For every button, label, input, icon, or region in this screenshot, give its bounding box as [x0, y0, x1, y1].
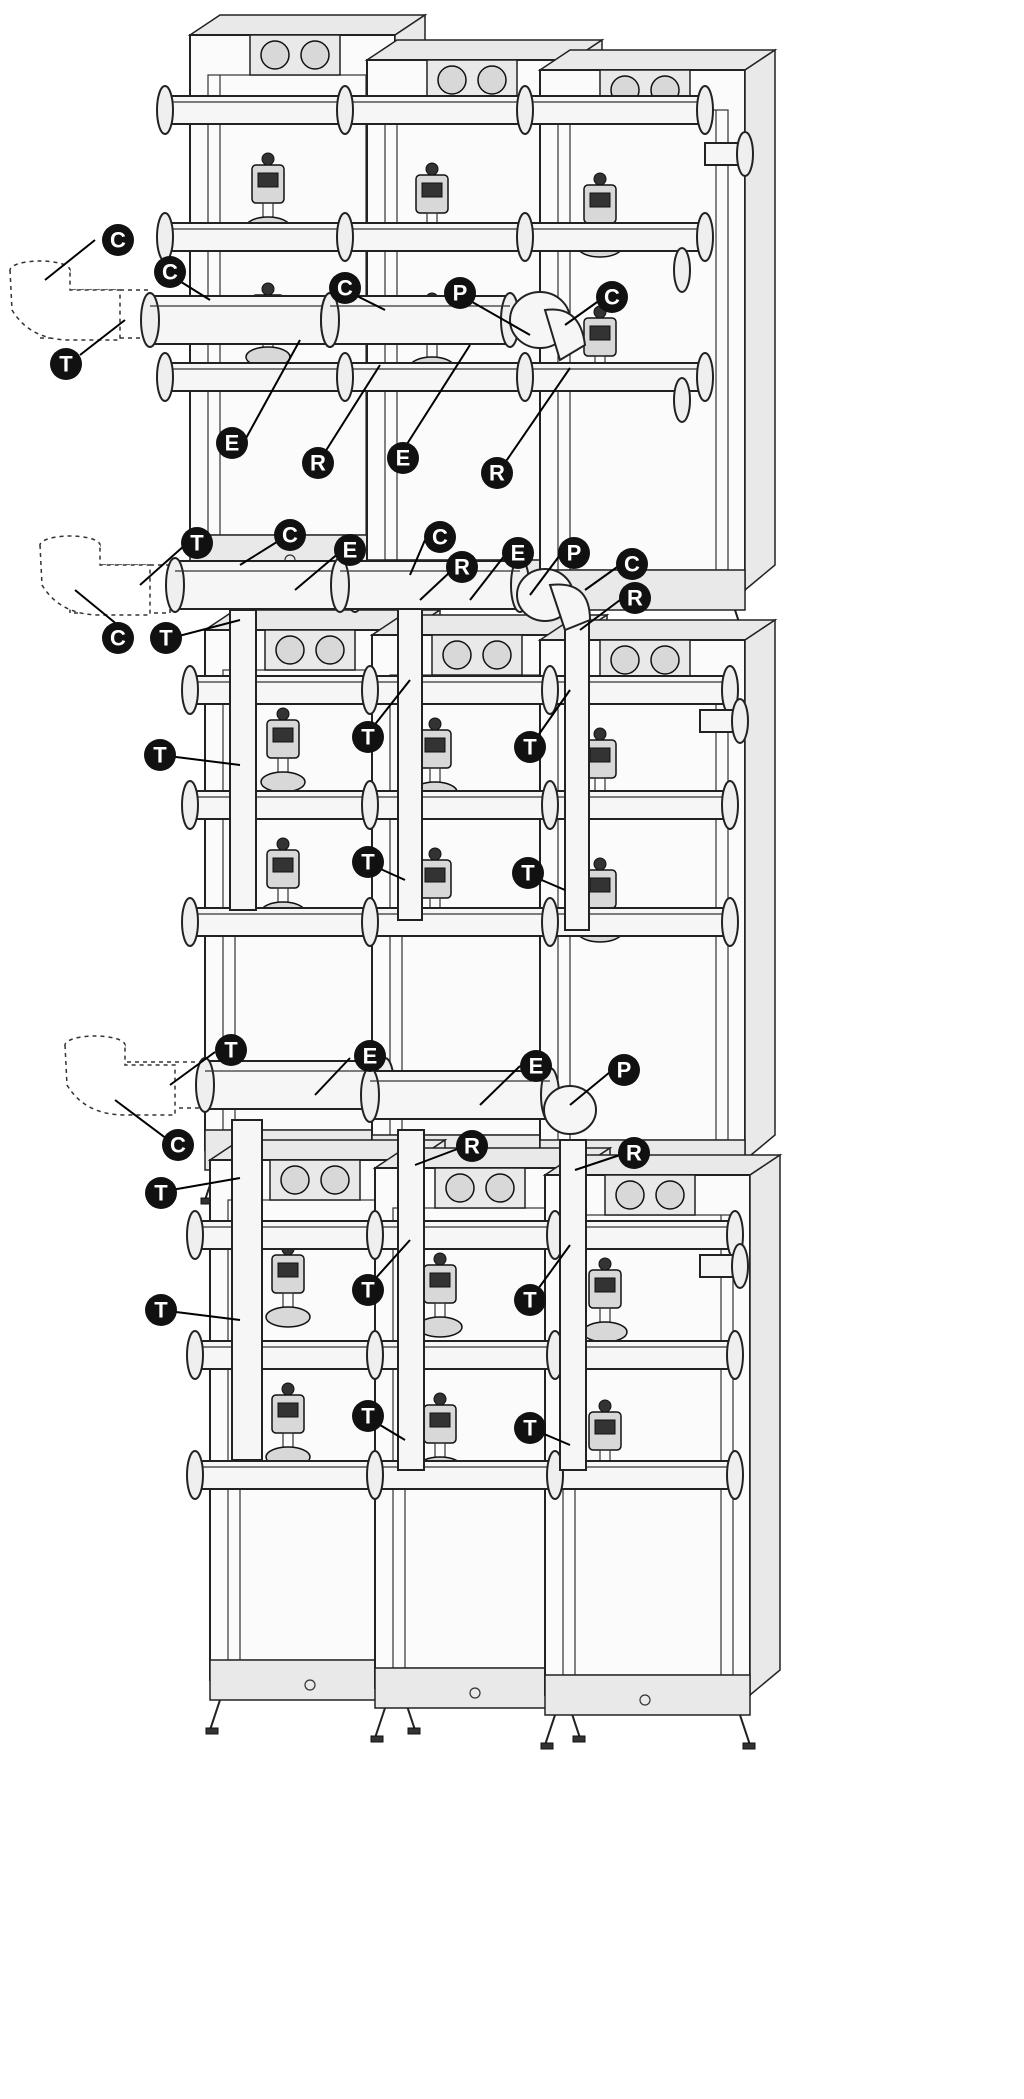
callout-e [520, 1050, 552, 1082]
svg-text:E: E [224, 430, 240, 456]
callout-t [352, 1274, 384, 1306]
callout-e [216, 427, 248, 459]
svg-text:R: R [627, 585, 643, 611]
svg-text:T: T [523, 734, 537, 760]
callout-r [446, 551, 478, 583]
callout-c [162, 1129, 194, 1161]
callout-t [352, 721, 384, 753]
callout-t [215, 1034, 247, 1066]
svg-text:T: T [361, 1277, 375, 1303]
callout-r [618, 1137, 650, 1169]
svg-text:C: C [162, 259, 178, 285]
callout-t [150, 622, 182, 654]
svg-text:C: C [624, 551, 640, 577]
svg-text:T: T [361, 849, 375, 875]
callout-r [481, 457, 513, 489]
svg-text:C: C [432, 524, 448, 550]
svg-text:R: R [454, 554, 470, 580]
callout-e [334, 534, 366, 566]
callout-c [424, 521, 456, 553]
callout-r [619, 582, 651, 614]
svg-text:T: T [59, 351, 73, 377]
callout-e [502, 537, 534, 569]
svg-text:C: C [110, 227, 126, 253]
callout-r [456, 1130, 488, 1162]
svg-text:C: C [282, 522, 298, 548]
callout-c [329, 272, 361, 304]
callout-t [512, 857, 544, 889]
svg-text:R: R [310, 450, 326, 476]
callout-t [50, 348, 82, 380]
svg-text:E: E [342, 537, 358, 563]
callout-e [354, 1040, 386, 1072]
svg-text:R: R [626, 1140, 642, 1166]
svg-text:P: P [452, 280, 468, 306]
callout-c [616, 548, 648, 580]
svg-text:T: T [190, 530, 204, 556]
callout-t [144, 739, 176, 771]
callout-t [181, 527, 213, 559]
callout-t [514, 1412, 546, 1444]
svg-text:R: R [464, 1133, 480, 1159]
svg-text:R: R [489, 460, 505, 486]
svg-text:E: E [395, 445, 411, 471]
svg-text:T: T [159, 625, 173, 651]
callout-t [352, 1400, 384, 1432]
callout-c [274, 519, 306, 551]
callout-t [514, 731, 546, 763]
svg-text:T: T [154, 1180, 168, 1206]
svg-text:T: T [361, 724, 375, 750]
callout-c [102, 622, 134, 654]
callout-c [154, 256, 186, 288]
callout-t [145, 1294, 177, 1326]
svg-text:P: P [566, 540, 582, 566]
svg-text:T: T [154, 1297, 168, 1323]
svg-text:E: E [510, 540, 526, 566]
svg-text:T: T [224, 1037, 238, 1063]
callout-t [145, 1177, 177, 1209]
svg-text:C: C [337, 275, 353, 301]
svg-text:C: C [170, 1132, 186, 1158]
callout-t [352, 846, 384, 878]
svg-text:T: T [153, 742, 167, 768]
svg-text:C: C [604, 284, 620, 310]
callout-c [596, 281, 628, 313]
callout-e [387, 442, 419, 474]
svg-text:T: T [521, 860, 535, 886]
svg-text:T: T [523, 1287, 537, 1313]
callout-t [514, 1284, 546, 1316]
callout-p [608, 1054, 640, 1086]
svg-text:E: E [362, 1043, 378, 1069]
svg-text:C: C [110, 625, 126, 651]
callout-c [102, 224, 134, 256]
svg-text:P: P [616, 1057, 632, 1083]
callout-p [444, 277, 476, 309]
svg-text:T: T [523, 1415, 537, 1441]
panel-1 [10, 15, 775, 644]
svg-text:E: E [528, 1053, 544, 1079]
callout-r [302, 447, 334, 479]
callout-p [558, 537, 590, 569]
svg-text:T: T [361, 1403, 375, 1429]
